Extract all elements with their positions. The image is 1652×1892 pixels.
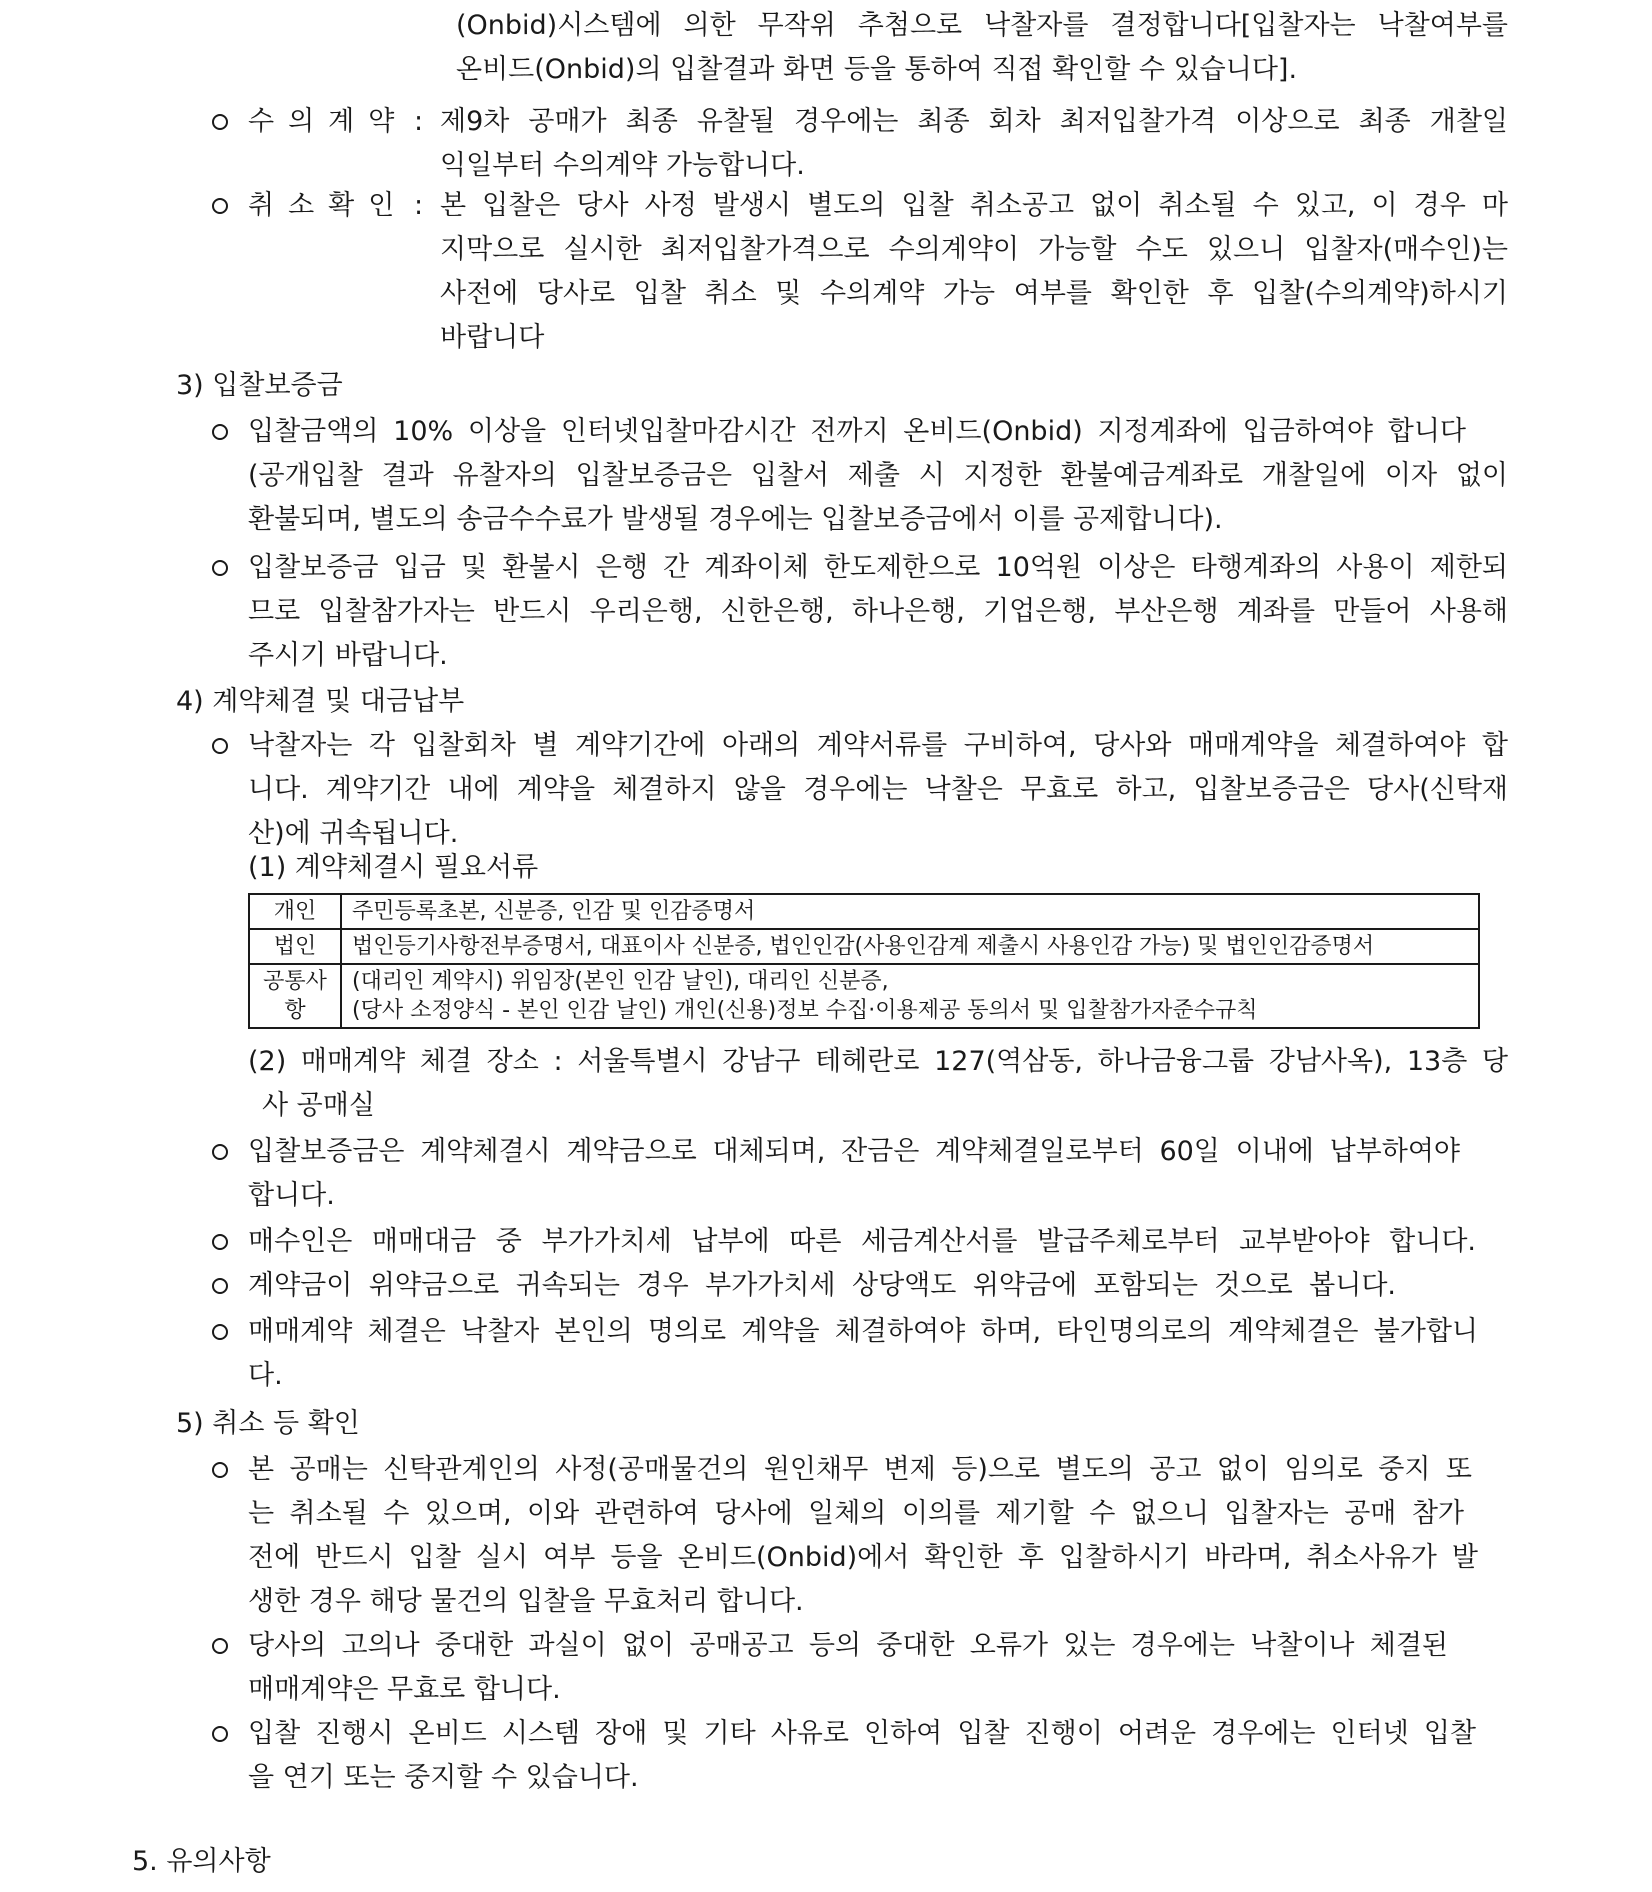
bullet-text-line: 당사의 고의나 중대한 과실이 없이 공매공고 등의 중대한 오류가 있는 경우에는 낙찰이나 체결된 bbox=[248, 1630, 1448, 1661]
bullet-text-line: 는 취소될 수 있으며, 이와 관련하여 당사에 일체의 이의를 제기할 수 없으니 입찰자는 공매 참가 bbox=[248, 1498, 1464, 1529]
subsection-text-line: (2) 매매계약 체결 장소 : 서울특별시 강남구 테헤란로 127(역삼동, 하나금융그룹 강남사옥), 13층 당 bbox=[248, 1046, 1508, 1077]
bullet-icon bbox=[212, 114, 228, 130]
section-heading: 3) 입찰보증금 bbox=[176, 370, 343, 401]
term-colon: : bbox=[414, 190, 424, 221]
table-row bbox=[249, 894, 1479, 929]
table-value-line: (대리인 계약시) 위임장(본인 인감 날인), 대리인 신분증, bbox=[352, 969, 889, 994]
bullet-text-line: 매매계약 체결은 낙찰자 본인의 명의로 계약을 체결하여야 하며, 타인명의로의 계약체결은 불가합니 bbox=[248, 1316, 1478, 1347]
bullet-text-line: 입찰금액의 10% 이상을 인터넷입찰마감시간 전까지 온비드(Onbid) 지정계좌에 입금하여야 합니다 bbox=[248, 416, 1466, 447]
bullet-text-line: 니다. 계약기간 내에 계약을 체결하지 않을 경우에는 낙찰은 무효로 하고, 입찰보증금은 당사(신탁재 bbox=[248, 774, 1508, 805]
bullet-text-line: 낙찰자는 각 입찰회차 별 계약기간에 아래의 계약서류를 구비하여, 당사와 매매계약을 체결하여야 합 bbox=[248, 730, 1508, 761]
term-text-line: 본 입찰은 당사 사정 발생시 별도의 입찰 취소공고 없이 취소될 수 있고, 이 경우 마 bbox=[440, 190, 1508, 221]
bullet-icon bbox=[212, 198, 228, 214]
bullet-text-line: 입찰보증금 입금 및 환불시 은행 간 계좌이체 한도제한으로 10억원 이상은 타행계좌의 사용이 제한되 bbox=[248, 552, 1508, 583]
table-key-cell: 법인 bbox=[249, 929, 341, 964]
term-label: 수의계약 bbox=[248, 106, 409, 137]
required-documents-table bbox=[248, 893, 1480, 1029]
next-section-heading: 5. 유의사항 bbox=[132, 1846, 271, 1877]
bullet-icon bbox=[212, 1234, 228, 1250]
term-text-line: 바랍니다 bbox=[440, 322, 545, 353]
bullet-text-line: 산)에 귀속됩니다. bbox=[248, 818, 459, 849]
bullet-text-line: (공개입찰 결과 유찰자의 입찰보증금은 입찰서 제출 시 지정한 환불예금계좌로 개찰일에 이자 없이 bbox=[248, 460, 1508, 491]
bullet-text-line: 입찰보증금은 계약체결시 계약금으로 대체되며, 잔금은 계약체결일로부터 60일 이내에 납부하여야 bbox=[248, 1136, 1460, 1167]
section-heading: 5) 취소 등 확인 bbox=[176, 1408, 360, 1439]
term-colon: : bbox=[414, 106, 424, 137]
table-value-cell: 법인등기사항전부증명서, 대표이사 신분증, 법인인감(사용인감계 제출시 사용인감 가능) 및 법인인감증명서 bbox=[341, 929, 1479, 964]
bullet-text-line: 전에 반드시 입찰 실시 여부 등을 온비드(Onbid)에서 확인한 후 입찰하시기 바라며, 취소사유가 발 bbox=[248, 1542, 1478, 1573]
section-heading: 4) 계약체결 및 대금납부 bbox=[176, 686, 465, 717]
table-row bbox=[249, 929, 1479, 964]
subsection-text-line: 사 공매실 bbox=[262, 1090, 375, 1121]
bullet-text-line: 다. bbox=[248, 1360, 283, 1391]
intro-line-1: (Onbid)시스템에 의한 무작위 추첨으로 낙찰자를 결정합니다[입찰자는 낙찰여부를 bbox=[456, 10, 1508, 41]
table-value-cell: 주민등록초본, 신분증, 인감 및 인감증명서 bbox=[341, 894, 1479, 929]
bullet-text-line: 매수인은 매매대금 중 부가가치세 납부에 따른 세금계산서를 발급주체로부터 교부받아야 합니다. bbox=[248, 1226, 1476, 1257]
bullet-icon bbox=[212, 424, 228, 440]
term-text-line: 지막으로 실시한 최저입찰가격으로 수의계약이 가능할 수도 있으니 입찰자(매수인)는 bbox=[440, 234, 1508, 265]
table-value-line: (당사 소정양식 - 본인 인감 날인) 개인(신용)정보 수집·이용제공 동의서 및 입찰참가자준수규칙 bbox=[352, 998, 1258, 1023]
bullet-icon bbox=[212, 1324, 228, 1340]
bullet-icon bbox=[212, 1144, 228, 1160]
table-row bbox=[249, 964, 1479, 1028]
bullet-text-line: 환불되며, 별도의 송금수수료가 발생될 경우에는 입찰보증금에서 이를 공제합니다). bbox=[248, 504, 1223, 535]
term-text-line: 제9차 공매가 최종 유찰될 경우에는 최종 회차 최저입찰가격 이상으로 최종 개찰일 bbox=[440, 106, 1508, 137]
bullet-icon bbox=[212, 1462, 228, 1478]
table-value-cell bbox=[341, 964, 1479, 1028]
table-key-cell: 개인 bbox=[249, 894, 341, 929]
bullet-icon bbox=[212, 1638, 228, 1654]
term-text-line: 익일부터 수의계약 가능합니다. bbox=[440, 150, 805, 181]
term-label: 취소확인 bbox=[248, 190, 409, 221]
bullet-icon bbox=[212, 1278, 228, 1294]
bullet-icon bbox=[212, 1726, 228, 1742]
bullet-text-line: 합니다. bbox=[248, 1180, 335, 1211]
bullet-text-line: 매매계약은 무효로 합니다. bbox=[248, 1674, 561, 1705]
bullet-text-line: 입찰 진행시 온비드 시스템 장애 및 기타 사유로 인하여 입찰 진행이 어려운 경우에는 인터넷 입찰 bbox=[248, 1718, 1476, 1749]
intro-line-2: 온비드(Onbid)의 입찰결과 화면 등을 통하여 직접 확인할 수 있습니다]. bbox=[456, 54, 1298, 85]
bullet-text-line: 생한 경우 해당 물건의 입찰을 무효처리 합니다. bbox=[248, 1586, 804, 1617]
bullet-text-line: 본 공매는 신탁관계인의 사정(공매물건의 원인채무 변제 등)으로 별도의 공고 없이 임의로 중지 또 bbox=[248, 1454, 1472, 1485]
subsection-heading: (1) 계약체결시 필요서류 bbox=[248, 852, 539, 883]
bullet-text-line: 므로 입찰참가자는 반드시 우리은행, 신한은행, 하나은행, 기업은행, 부산은행 계좌를 만들어 사용해 bbox=[248, 596, 1508, 627]
bullet-text-line: 을 연기 또는 중지할 수 있습니다. bbox=[248, 1762, 639, 1793]
bullet-text-line: 주시기 바랍니다. bbox=[248, 640, 448, 671]
term-text-line: 사전에 당사로 입찰 취소 및 수의계약 가능 여부를 확인한 후 입찰(수의계약)하시기 bbox=[440, 278, 1508, 309]
bullet-icon bbox=[212, 560, 228, 576]
bullet-text-line: 계약금이 위약금으로 귀속되는 경우 부가가치세 상당액도 위약금에 포함되는 것으로 봅니다. bbox=[248, 1270, 1396, 1301]
table-key-cell: 공통사항 bbox=[249, 964, 341, 1028]
bullet-icon bbox=[212, 738, 228, 754]
